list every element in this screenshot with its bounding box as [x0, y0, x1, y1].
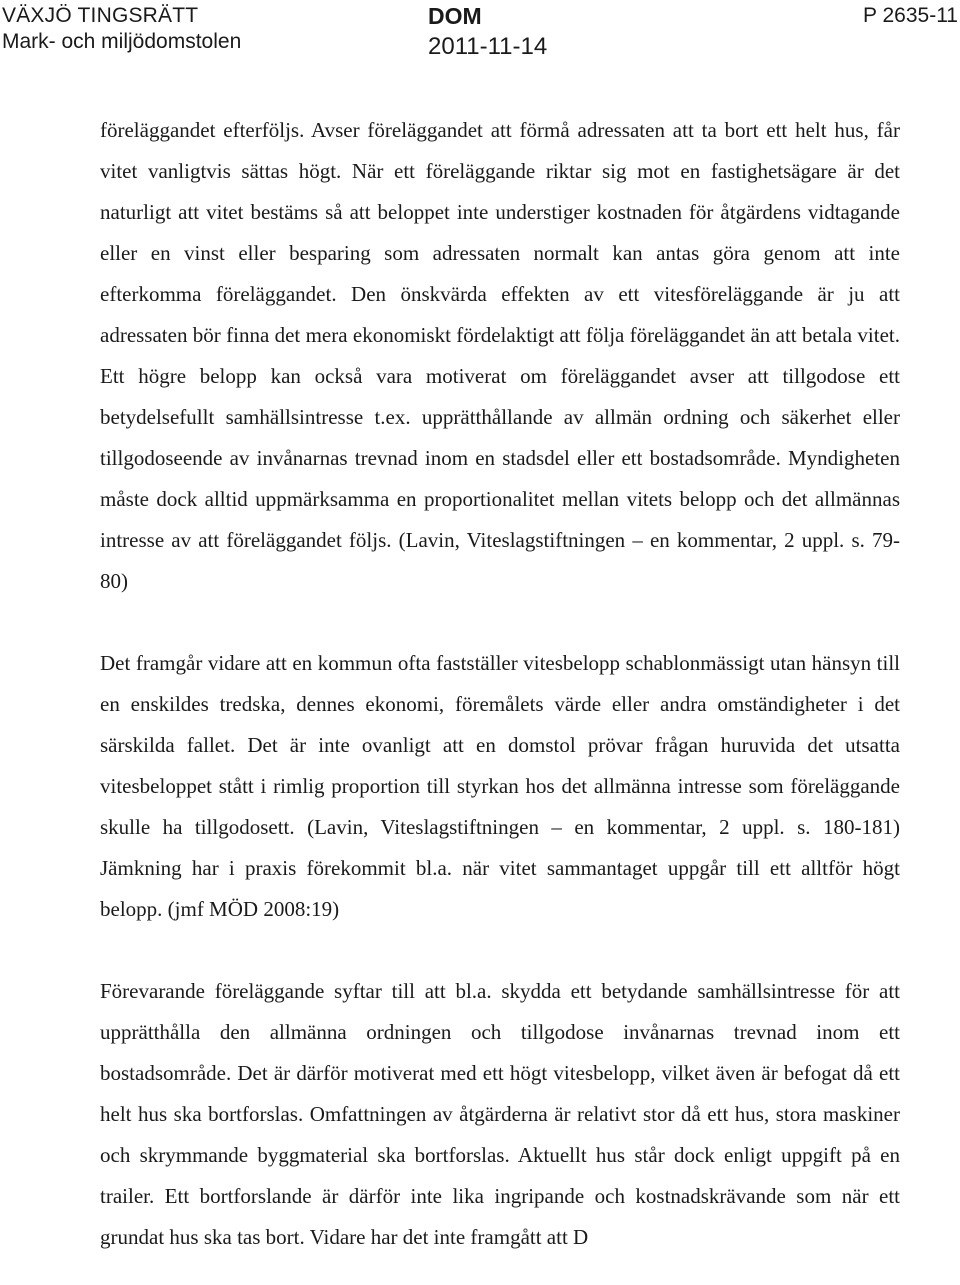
body-paragraph: Förevarande föreläggande syftar till att bl.a. skydda ett betydande samhällsintresse för att upprätthålla den allmänna ordningen och tillgodose invånarnas trevnad inom ett bostadsområde. Det är därför motiverat med ett högt vitesbelopp, vilket även är befogat då ett helt hus ska bortforslas. Omfattningen av åtgärderna är relativt stor då ett hus, stora maskiner och skrymmande byggmaterial ska bortforslas. Aktuellt hus står dock enligt uppgift på en trailer. Ett bortforslande är därför inte lika ingripande och kostnadskrävande som när ett grundat hus ska tas bort. Vidare har det inte framgått att D	[100, 979, 900, 1249]
court-name: VÄXJÖ TINGSRÄTT	[2, 4, 199, 27]
document-header	[0, 0, 960, 70]
case-number: P 2635-11	[863, 4, 958, 27]
body-paragraph: Det framgår vidare att en kommun ofta fastställer vitesbelopp schablonmässigt utan hänsyn till en enskildes tredska, dennes ekonomi, föremålets värde eller andra omständigheter i det särskilda fallet. Det är inte ovanligt att en domstol prövar frågan huruvida det utsatta vitesbeloppet stått i rimlig proportion till styrkan hos det allmänna intresse som föreläggande skulle ha tillgodosett. (Lavin, Viteslagstiftningen – en kommentar, 2 uppl. s. 180-181) Jämkning har i praxis förekommit bl.a. när vitet sammantaget uppgår till ett alltför högt belopp. (jmf MÖD 2008:19)	[100, 651, 900, 921]
court-department: Mark- och miljödomstolen	[2, 30, 242, 53]
body-paragraph: föreläggandet efterföljs. Avser föreläggandet att förmå adressaten att ta bort ett helt hus, får vitet vanligtvis sättas högt. När ett föreläggande riktar sig mot en fastighetsägare är det naturligt att vitet bestäms så att beloppet inte understiger kostnaden för åtgärdens vidtagande eller en vinst eller besparing som adressaten normalt kan antas göra genom att inte efterkomma föreläggandet. Den önskvärda effekten av ett vitesföreläggande är ju att adressaten bör finna det mera ekonomiskt fördelaktigt att följa föreläggandet än att betala vitet. Ett högre belopp kan också vara motiverat om föreläggandet avser att tillgodose ett betydelsefullt samhällsintresse t.ex. upprätthållande av allmän ordning och säkerhet eller tillgodoseende av invånarnas trevnad inom en stadsdel eller ett bostadsområde. Myndigheten måste dock alltid uppmärksamma en proportionalitet mellan vitets belopp och det allmännas intresse av att föreläggandet följs. (Lavin, Viteslagstiftningen – en kommentar, 2 uppl. s. 79-80)	[100, 118, 900, 593]
document-date: 2011-11-14	[428, 33, 548, 60]
document-body	[100, 110, 900, 1258]
document-type: DOM	[428, 3, 482, 29]
